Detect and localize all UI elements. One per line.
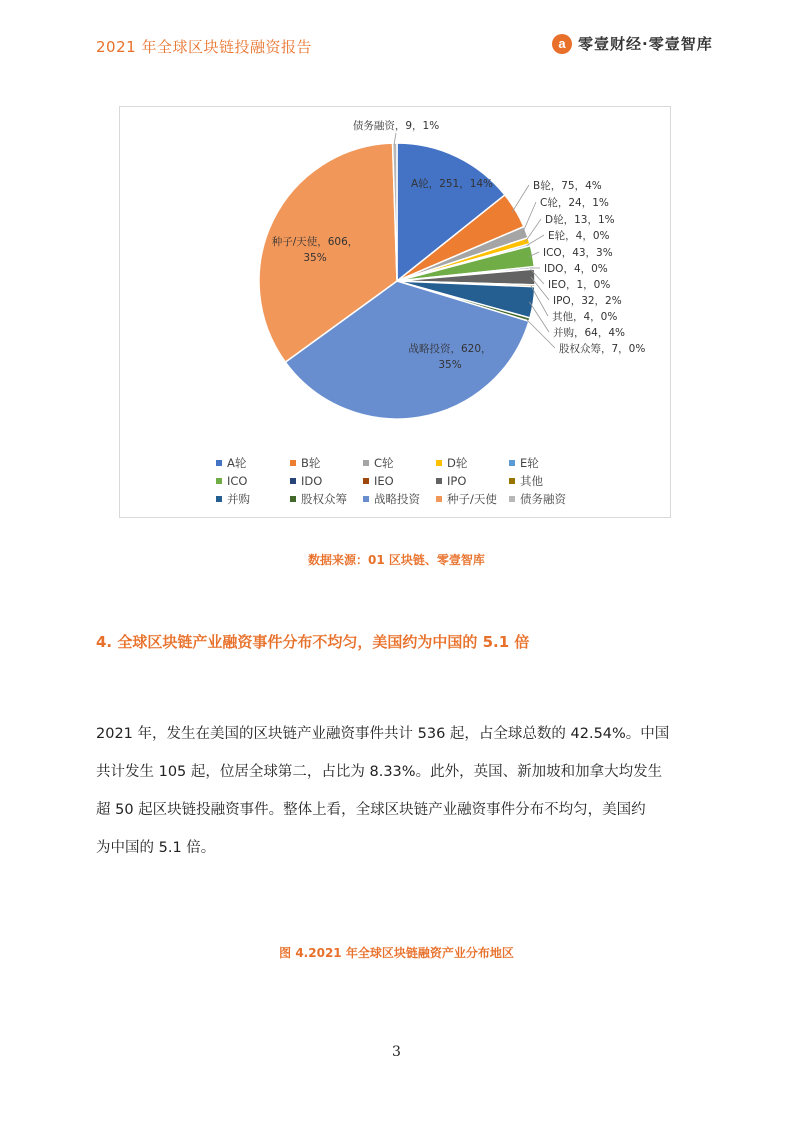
legend-item: [363, 490, 436, 508]
legend-swatch: [290, 460, 296, 466]
legend-label: C轮: [374, 456, 394, 470]
leader-line-1: [512, 185, 529, 212]
legend-label: E轮: [520, 456, 539, 470]
legend-label: 债务融资: [520, 492, 566, 506]
data-label-10: 并购，64，4%: [553, 327, 626, 339]
legend-label: D轮: [447, 456, 468, 470]
data-label-strategic-2: 35%: [438, 359, 462, 371]
legend-swatch: [436, 460, 442, 466]
legend-item: [216, 454, 290, 472]
legend-item: [363, 454, 436, 472]
legend-swatch: [436, 496, 442, 502]
legend-swatch: [509, 460, 515, 466]
paragraph-line: 超 50 起区块链投融资事件。整体上看，全球区块链产业融资事件分布不均匀，美国约: [96, 801, 646, 818]
legend-item: [290, 454, 363, 472]
page-number: 3: [392, 1044, 401, 1060]
legend-label: 股权众筹: [301, 492, 347, 506]
data-label-5: ICO，43，3%: [543, 247, 613, 259]
data-label-3: D轮，13，1%: [545, 214, 615, 226]
legend-item: [436, 472, 509, 490]
legend-swatch: [216, 478, 222, 484]
brand-logo: a: [552, 34, 572, 54]
paragraph-line: 共计发生 105 起，位居全球第二，占比为 8.33%。此外，英国、新加坡和加拿大均发生: [96, 763, 663, 780]
legend-swatch: [509, 478, 515, 484]
paragraph-line: 2021 年，发生在美国的区块链产业融资事件共计 536 起，占全球总数的 42.54%。中国: [96, 726, 670, 742]
data-label-strategic-1: 战略投资，620，: [408, 343, 492, 355]
legend-swatch: [290, 496, 296, 502]
paragraph-line: 为中国的 5.1 倍。: [96, 839, 216, 856]
chart-legend: [216, 454, 596, 508]
legend-label: ICO: [227, 474, 248, 488]
legend-swatch: [363, 460, 369, 466]
legend-swatch: [363, 496, 369, 502]
brand: [552, 33, 713, 54]
legend-swatch: [216, 460, 222, 466]
brand-name: 零壹财经·零壹智库: [578, 35, 713, 53]
legend-item: [363, 472, 436, 490]
data-label-7: IEO，1，0%: [548, 279, 611, 291]
legend-label: 并购: [227, 492, 250, 506]
data-label-4: E轮，4，0%: [548, 230, 610, 242]
legend-swatch: [363, 478, 369, 484]
leader-line-10: [529, 302, 549, 332]
legend-item: [290, 490, 363, 508]
legend-item: [509, 454, 569, 472]
data-label-11: 股权众筹，7，0%: [559, 343, 646, 355]
legend-item: [436, 490, 509, 508]
data-label-8: IPO，32，2%: [553, 295, 622, 307]
legend-item: [436, 454, 509, 472]
legend-label: 其他: [520, 474, 543, 488]
legend-label: B轮: [301, 456, 321, 470]
legend-item: [216, 472, 290, 490]
legend-item: [216, 490, 290, 508]
section-heading: 4. 全球区块链产业融资事件分布不均匀，美国约为中国的 5.1 倍: [96, 633, 530, 651]
legend-item: [290, 472, 363, 490]
header-title: 2021 年全球区块链投融资报告: [96, 38, 312, 56]
data-label-6: IDO，4，0%: [544, 263, 608, 275]
data-label-2: C轮，24，1%: [540, 197, 609, 209]
data-label-a-round: A轮，251，14%: [410, 178, 494, 190]
legend-swatch: [436, 478, 442, 484]
legend-label: 战略投资: [374, 492, 420, 506]
data-label-seed-1: 种子/天使，606，: [271, 236, 359, 248]
data-label-9: 其他，4，0%: [552, 311, 618, 323]
source-note: 数据来源：01 区块链、零壹智库: [308, 553, 485, 567]
chart-container: [119, 106, 671, 518]
legend-label: A轮: [227, 456, 247, 470]
leader-line-11: [526, 318, 555, 348]
legend-label: IEO: [374, 474, 394, 488]
legend-label: IDO: [301, 474, 323, 488]
legend-item: [509, 472, 569, 490]
data-label-seed-2: 35%: [303, 252, 327, 264]
legend-label: IPO: [447, 474, 467, 488]
legend-label: 种子/天使: [447, 492, 497, 506]
data-label-debt: 债务融资，9，1%: [352, 120, 440, 132]
data-label-1: B轮，75，4%: [533, 180, 602, 192]
legend-swatch: [290, 478, 296, 484]
legend-swatch: [216, 496, 222, 502]
body-paragraph: [96, 716, 698, 868]
figure-caption: 图 4.2021 年全球区块链融资产业分布地区: [279, 946, 514, 960]
legend-swatch: [509, 496, 515, 502]
legend-item: [509, 490, 569, 508]
